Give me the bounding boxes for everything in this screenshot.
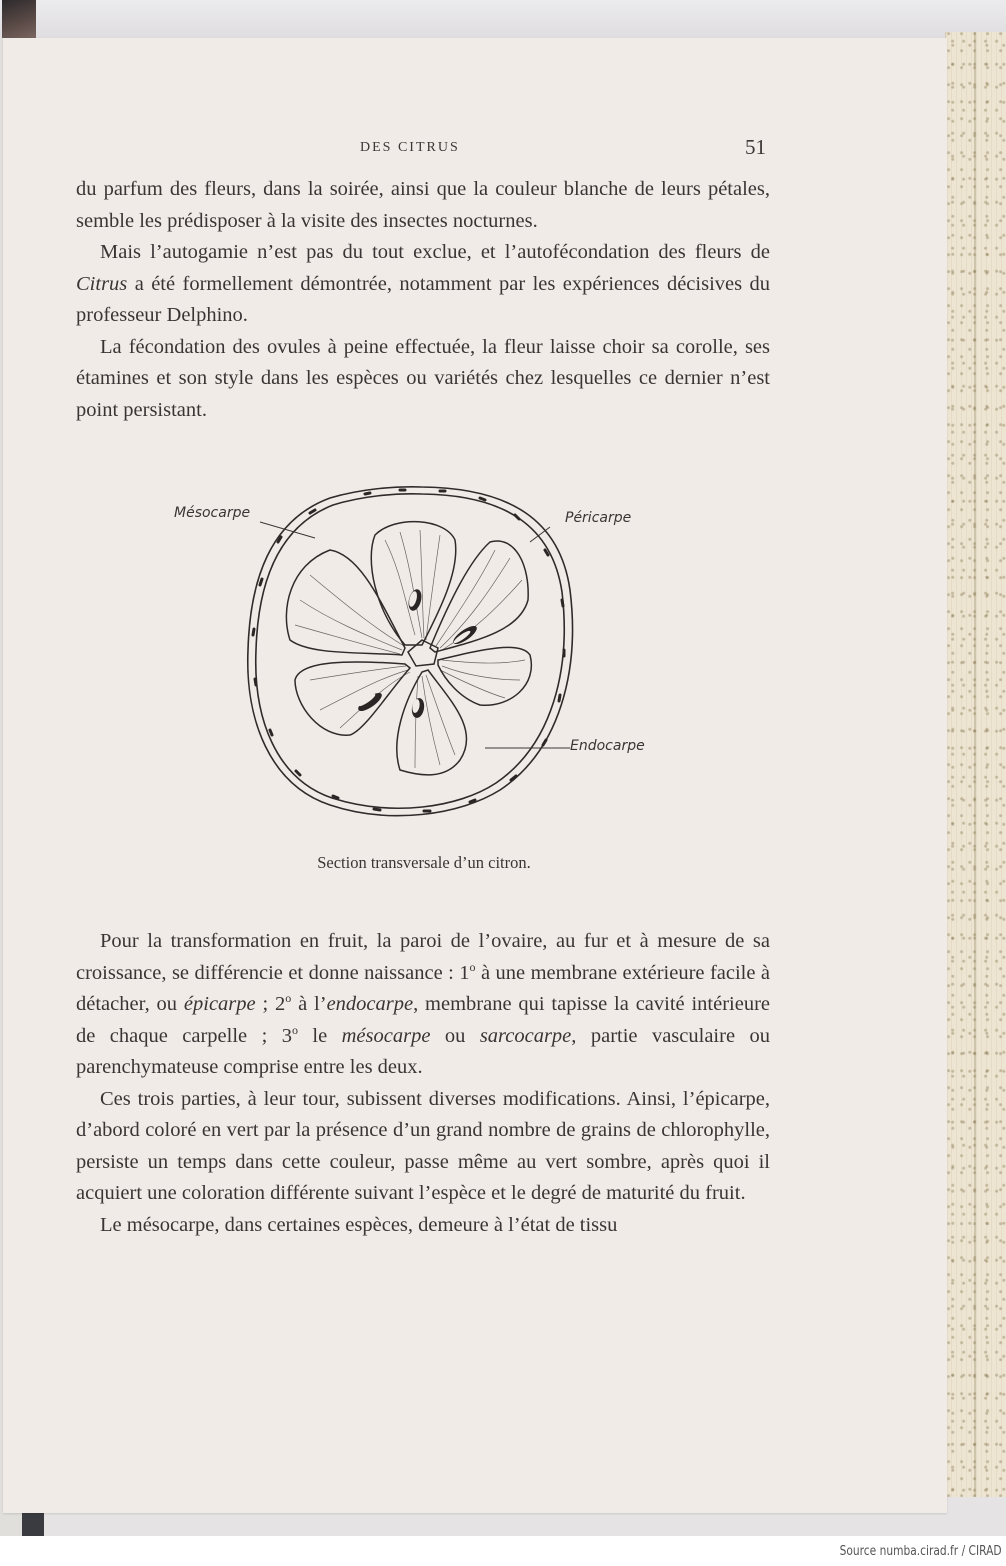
p4-text-5: , membrane qui tapisse la cavité intérieure de chaque carpelle ; 3: [76, 993, 770, 1047]
italic-term-citrus: Citrus: [76, 272, 128, 295]
page-stack-groove: [974, 32, 976, 1497]
p4-text-8: , partie vasculaire ou parenchymateuse comprise entre les deux.: [76, 1024, 770, 1078]
label-mesocarpe: Mésocarpe: [174, 505, 251, 521]
text-block-bottom: [76, 926, 770, 1241]
page-edges-stack: [945, 32, 1006, 1497]
paragraph-1: du parfum des fleurs, dans la soirée, ainsi que la couleur blanche de leurs pétales, semble les prédisposer à la visite des insectes nocturnes.: [76, 178, 770, 232]
citron-cross-section-figure: [160, 480, 680, 830]
paragraph-5: Ces trois parties, à leur tour, subissent diverses modifications. Ainsi, l’épicarpe, d’abord coloré en vert par la présence d’un grand nombre de grains de chlorophylle, persiste un temps dans cette couleur, passe même au vert sombre, après quoi il acquiert une coloration différente suivant l’espèce et le degré de maturité du fruit.: [76, 1087, 770, 1204]
source-credit: Source numba.cirad.fr / CIRAD: [839, 1544, 1002, 1559]
p4-text-3: ; 2: [255, 993, 286, 1015]
p4-text-4: à l’: [291, 993, 327, 1015]
italic-term-endocarpe: endocarpe: [326, 993, 414, 1015]
running-head: DES CITRUS: [360, 140, 460, 155]
italic-term-sarcocarpe: sarcocarpe: [479, 1024, 572, 1047]
label-endocarpe: Endocarpe: [570, 738, 645, 754]
p4-text-2: à une membrane extérieure facile à détacher, ou: [76, 961, 771, 1015]
ordinal-3: o: [291, 1022, 298, 1037]
p4-text-7: ou: [430, 1024, 480, 1047]
italic-term-mesocarpe: mésocarpe: [341, 1024, 431, 1047]
paragraph-4: [76, 926, 770, 1084]
book-cover-corner-top: [2, 0, 36, 38]
ordinal-2: o: [285, 991, 292, 1006]
citron-illustration: [160, 480, 680, 830]
paragraph-3: La fécondation des ovules à peine effectuée, la fleur laisse choir sa corolle, ses étamines et son style dans les espèces ou variétés chez lesquelles ce dernier n’est point persistant.: [76, 335, 770, 421]
paragraph-6: Le mésocarpe, dans certaines espèces, demeure à l’état de tissu: [100, 1213, 618, 1236]
scanner-backdrop: [0, 0, 1006, 40]
italic-term-epicarpe: épicarpe: [183, 993, 256, 1015]
p4-text-1: Pour la transformation en fruit, la paroi de l’ovaire, au fur et à mesure de sa croissance, se différencie et donne naissance : 1: [76, 930, 770, 984]
page-number: 51: [745, 135, 766, 159]
paragraph-2-text-a: Mais l’autogamie n’est pas du tout exclue, et l’autofécondation des fleurs de: [100, 241, 770, 263]
paragraph-2: [76, 237, 770, 332]
label-pericarpe: Péricarpe: [565, 510, 632, 526]
text-block-top: [76, 174, 770, 426]
book-cover-corner-bottom: [22, 1513, 44, 1536]
ordinal-1: o: [469, 959, 476, 974]
p4-text-6: le: [297, 1024, 342, 1047]
paragraph-2-text-b: a été formellement démontrée, notamment par les expériences décisives du professeur Delphino.: [76, 272, 770, 326]
figure-caption: Section transversale d’un citron.: [317, 853, 531, 872]
